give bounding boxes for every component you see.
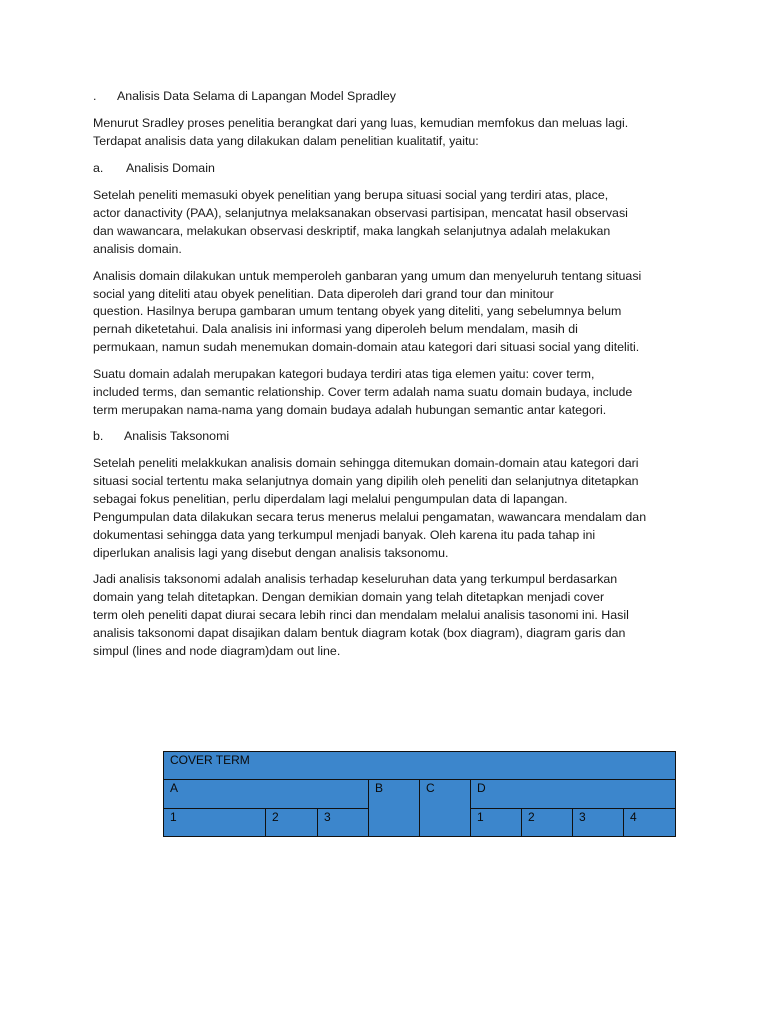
domain-d-cell: D	[471, 780, 676, 808]
d-item-cell: 2	[522, 808, 573, 836]
paragraph-line: social yang diteliti atau obyek penelitian. Data diperoleh dari grand tour dan minitour	[93, 287, 554, 301]
paragraph-line: dan wawancara, melakukan observasi deskriptif, maka langkah selanjutnya adalah melakukan	[93, 224, 611, 238]
paragraph-line: dokumentasi sehingga data yang terkumpul menjadi banyak. Oleh karena itu pada tahap ini	[93, 528, 596, 542]
subheading-a-marker: a.	[93, 161, 104, 175]
paragraph-line: Setelah peneliti memasuki obyek penelitian yang berupa situasi social yang terdiri atas, place,	[93, 188, 609, 202]
section-marker: .	[93, 89, 97, 103]
section-title: Analisis Data Selama di Lapangan Model Spradley	[117, 89, 396, 103]
paragraph-line: diperlukan analisis lagi yang disebut dengan analisis taksonomu.	[93, 546, 449, 560]
paragraph-line: pernah diketetahui. Dala analisis ini informasi yang diperoleh belum mendalam, masih di	[93, 322, 578, 336]
intro-line: Menurut Sradley proses penelitia berangkat dari yang luas, kemudian memfokus dan meluas lagi.	[93, 116, 629, 130]
d-item-cell: 1	[471, 808, 522, 836]
cover-term-cell: COVER TERM	[164, 752, 676, 780]
paragraph-line: included terms, dan semantic relationship. Cover term adalah nama suatu domain budaya, include	[93, 385, 633, 399]
taxonomy-box-diagram	[163, 751, 676, 837]
paragraph-line: term oleh peneliti dapat diurai secara lebih rinci dan mendalam melalui analisis tasonomi ini. Hasil	[93, 608, 629, 622]
paragraph-line: sebagai fokus penelitian, perlu diperdalam lagi melalui pengumpulan data di lapangan.	[93, 492, 568, 506]
d-item-cell: 4	[624, 808, 676, 836]
paragraph-line: Analisis domain dilakukan untuk memperoleh ganbaran yang umum dan menyeluruh tentang situasi	[93, 269, 642, 283]
subheading-b-marker: b.	[93, 429, 104, 443]
paragraph-line: Jadi analisis taksonomi adalah analisis terhadap keseluruhan data yang terkumpul berdasarkan	[93, 572, 618, 586]
paragraph-line: analisis taksonomi dapat disajikan dalam bentuk diagram kotak (box diagram), diagram garis dan	[93, 626, 626, 640]
paragraph-line: term merupakan nama-nama yang domain budaya adalah hubungan semantic antar kategori.	[93, 403, 607, 417]
paragraph-line: simpul (lines and node diagram)dam out line.	[93, 644, 341, 658]
paragraph-line: Pengumpulan data dilakukan secara terus menerus melalui pengamatan, wawancara mendalam dan	[93, 510, 647, 524]
paragraph-line: domain yang telah ditetapkan. Dengan demikian domain yang telah ditetapkan menjadi cover	[93, 590, 605, 604]
paragraph-line: permukaan, namun sudah menemukan domain-domain atau kategori dari situasi social yang diteliti.	[93, 340, 640, 354]
paragraph-line: situasi social tertentu maka selanjutnya domain yang dipilih oleh peneliti dan selanjutnya ditetapkan	[93, 474, 639, 488]
subheading-analisis-taksonomi: Analisis Taksonomi	[124, 429, 230, 443]
paragraph-line: Suatu domain adalah merupakan kategori budaya terdiri atas tiga elemen yaitu: cover term,	[93, 367, 595, 381]
a-item-cell: 2	[266, 808, 318, 836]
domain-a-cell: A	[164, 780, 369, 808]
subheading-analisis-domain: Analisis Domain	[126, 161, 215, 175]
domain-c-cell: C	[420, 780, 471, 837]
paragraph-line: analisis domain.	[93, 242, 182, 256]
paragraph-line: question. Hasilnya berupa gambaran umum tentang obyek yang diteliti, yang sebelumnya belum	[93, 304, 622, 318]
paragraph-line: Setelah peneliti melakkukan analisis domain sehingga ditemukan domain-domain atau kategori dari	[93, 456, 639, 470]
paragraph-line: actor danactivity (PAA), selanjutnya melaksanakan observasi partisipan, mencatat hasil observasi	[93, 206, 628, 220]
a-item-cell: 1	[164, 808, 266, 836]
domain-b-cell: B	[369, 780, 420, 837]
d-item-cell: 3	[573, 808, 624, 836]
a-item-cell: 3	[318, 808, 369, 836]
intro-line: Terdapat analisis data yang dilakukan dalam penelitian kualitatif, yaitu:	[93, 134, 479, 148]
